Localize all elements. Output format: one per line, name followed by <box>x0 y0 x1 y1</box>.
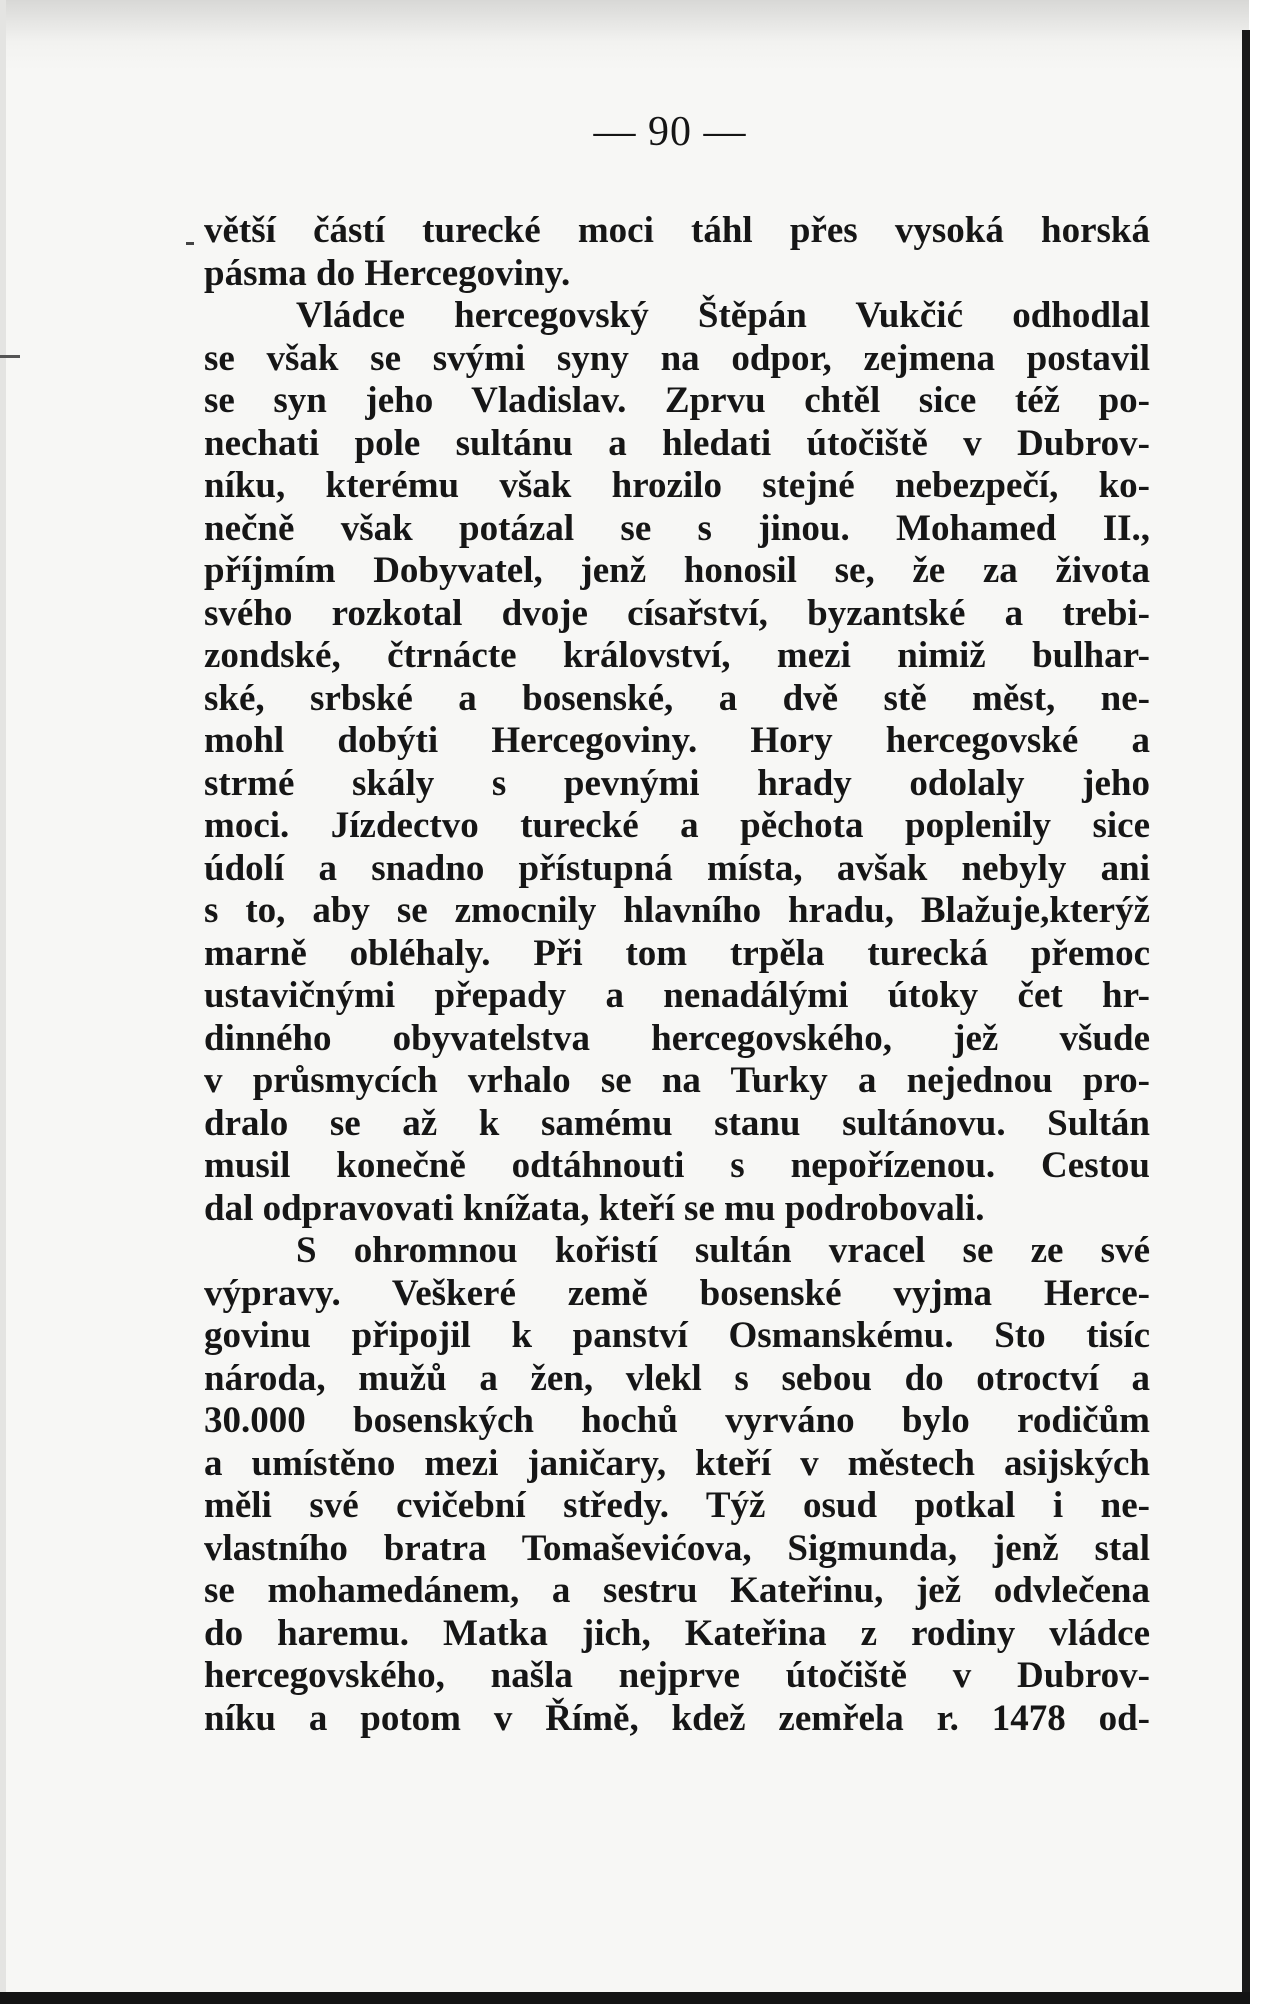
text-line: ské, srbské a bosenské, a dvě stě měst, ne- <box>204 677 1150 719</box>
text-line: níku a potom v Římě, kdež zemřela r. 1478 od- <box>204 1697 1150 1739</box>
page-right-border <box>1242 30 1250 2004</box>
text-line: 30.000 bosenských hochů vyrváno bylo rodičům <box>204 1400 1150 1441</box>
text-line: do haremu. Matka jich, Kateřina z rodiny vládce <box>204 1612 1150 1654</box>
text-line: výpravy. Veškeré země bosenské vyjma Herce- <box>204 1272 1150 1314</box>
text-line: s to, aby se zmocnily hlavního hradu, Blažuje,kterýž <box>204 890 1150 931</box>
text-line: dal odpravovati knížata, kteří se mu podrobovali. <box>204 1187 985 1229</box>
text-line: nechati pole sultánu a hledati útočiště v Dubrov- <box>204 422 1150 464</box>
text-line: a umístěno mezi janičary, kteří v městech asijských <box>204 1442 1150 1484</box>
text-line: moci. Jízdectvo turecké a pěchota poplenily sice <box>204 805 1150 846</box>
text-line: strmé skály s pevnými hrady odolaly jeho <box>204 762 1150 804</box>
margin-dot <box>186 242 194 245</box>
text-line: se mohamedánem, a sestru Kateřinu, jež odvlečena <box>204 1570 1150 1611</box>
text-line: ustavičnými přepady a nenadálými útoky čet hr- <box>204 975 1150 1016</box>
page-bottom-edge <box>0 1992 1250 2004</box>
text-line: nečně však potázal se s jinou. Mohamed II., <box>204 507 1150 549</box>
text-line: se syn jeho Vladislav. Zprvu chtěl sice též po- <box>204 380 1150 421</box>
text-line: pásma do Hercegoviny. <box>204 252 571 294</box>
text-line: níku, kterému však hrozilo stejné nebezpečí, ko- <box>204 465 1150 506</box>
text-line: marně obléhaly. Při tom trpěla turecká přemoc <box>204 932 1150 974</box>
text-line: dralo se až k samému stanu sultánovu. Sultán <box>204 1102 1150 1144</box>
page-top-scan-shadow <box>0 0 1249 70</box>
text-line: se však se svými syny na odpor, zejmena postavil <box>204 337 1150 379</box>
margin-mark <box>0 355 20 358</box>
text-line: musil konečně odtáhnouti s nepořízenou. Cestou <box>204 1145 1150 1186</box>
text-line: govinu připojil k panství Osmanskému. Sto tisíc <box>204 1315 1150 1356</box>
text-line: vlastního bratra Tomaševićova, Sigmunda, jenž stal <box>204 1527 1150 1569</box>
text-line: hercegovského, našla nejprve útočiště v Dubrov- <box>204 1655 1150 1696</box>
page-left-edge <box>0 0 6 2004</box>
text-line: národa, mužů a žen, vlekl s sebou do otroctví a <box>204 1357 1150 1399</box>
text-line: svého rozkotal dvoje císařství, byzantské a trebi- <box>204 592 1150 634</box>
body-text <box>204 210 1150 1740</box>
text-line: větší částí turecké moci táhl přes vysoká horská <box>204 210 1150 251</box>
text-line: mohl dobýti Hercegoviny. Hory hercegovské a <box>204 720 1150 761</box>
text-line: v průsmycích vrhalo se na Turky a nejednou pro- <box>204 1060 1150 1101</box>
text-line: příjmím Dobyvatel, jenž honosil se, že za života <box>204 550 1150 591</box>
scan-right-margin <box>1250 0 1286 2004</box>
text-line: dinného obyvatelstva hercegovského, jež všude <box>204 1017 1150 1059</box>
page-number: — 90 — <box>593 109 747 155</box>
text-line: zondské, čtrnácte království, mezi nimiž bulhar- <box>204 635 1150 676</box>
text-line: S ohromnou kořistí sultán vracel se ze své <box>296 1230 1150 1271</box>
text-line: měli své cvičební středy. Týž osud potkal i ne- <box>204 1485 1150 1526</box>
text-line: údolí a snadno přístupná místa, avšak nebyly ani <box>204 847 1150 889</box>
text-line: Vládce hercegovský Štěpán Vukčić odhodlal <box>296 295 1150 336</box>
